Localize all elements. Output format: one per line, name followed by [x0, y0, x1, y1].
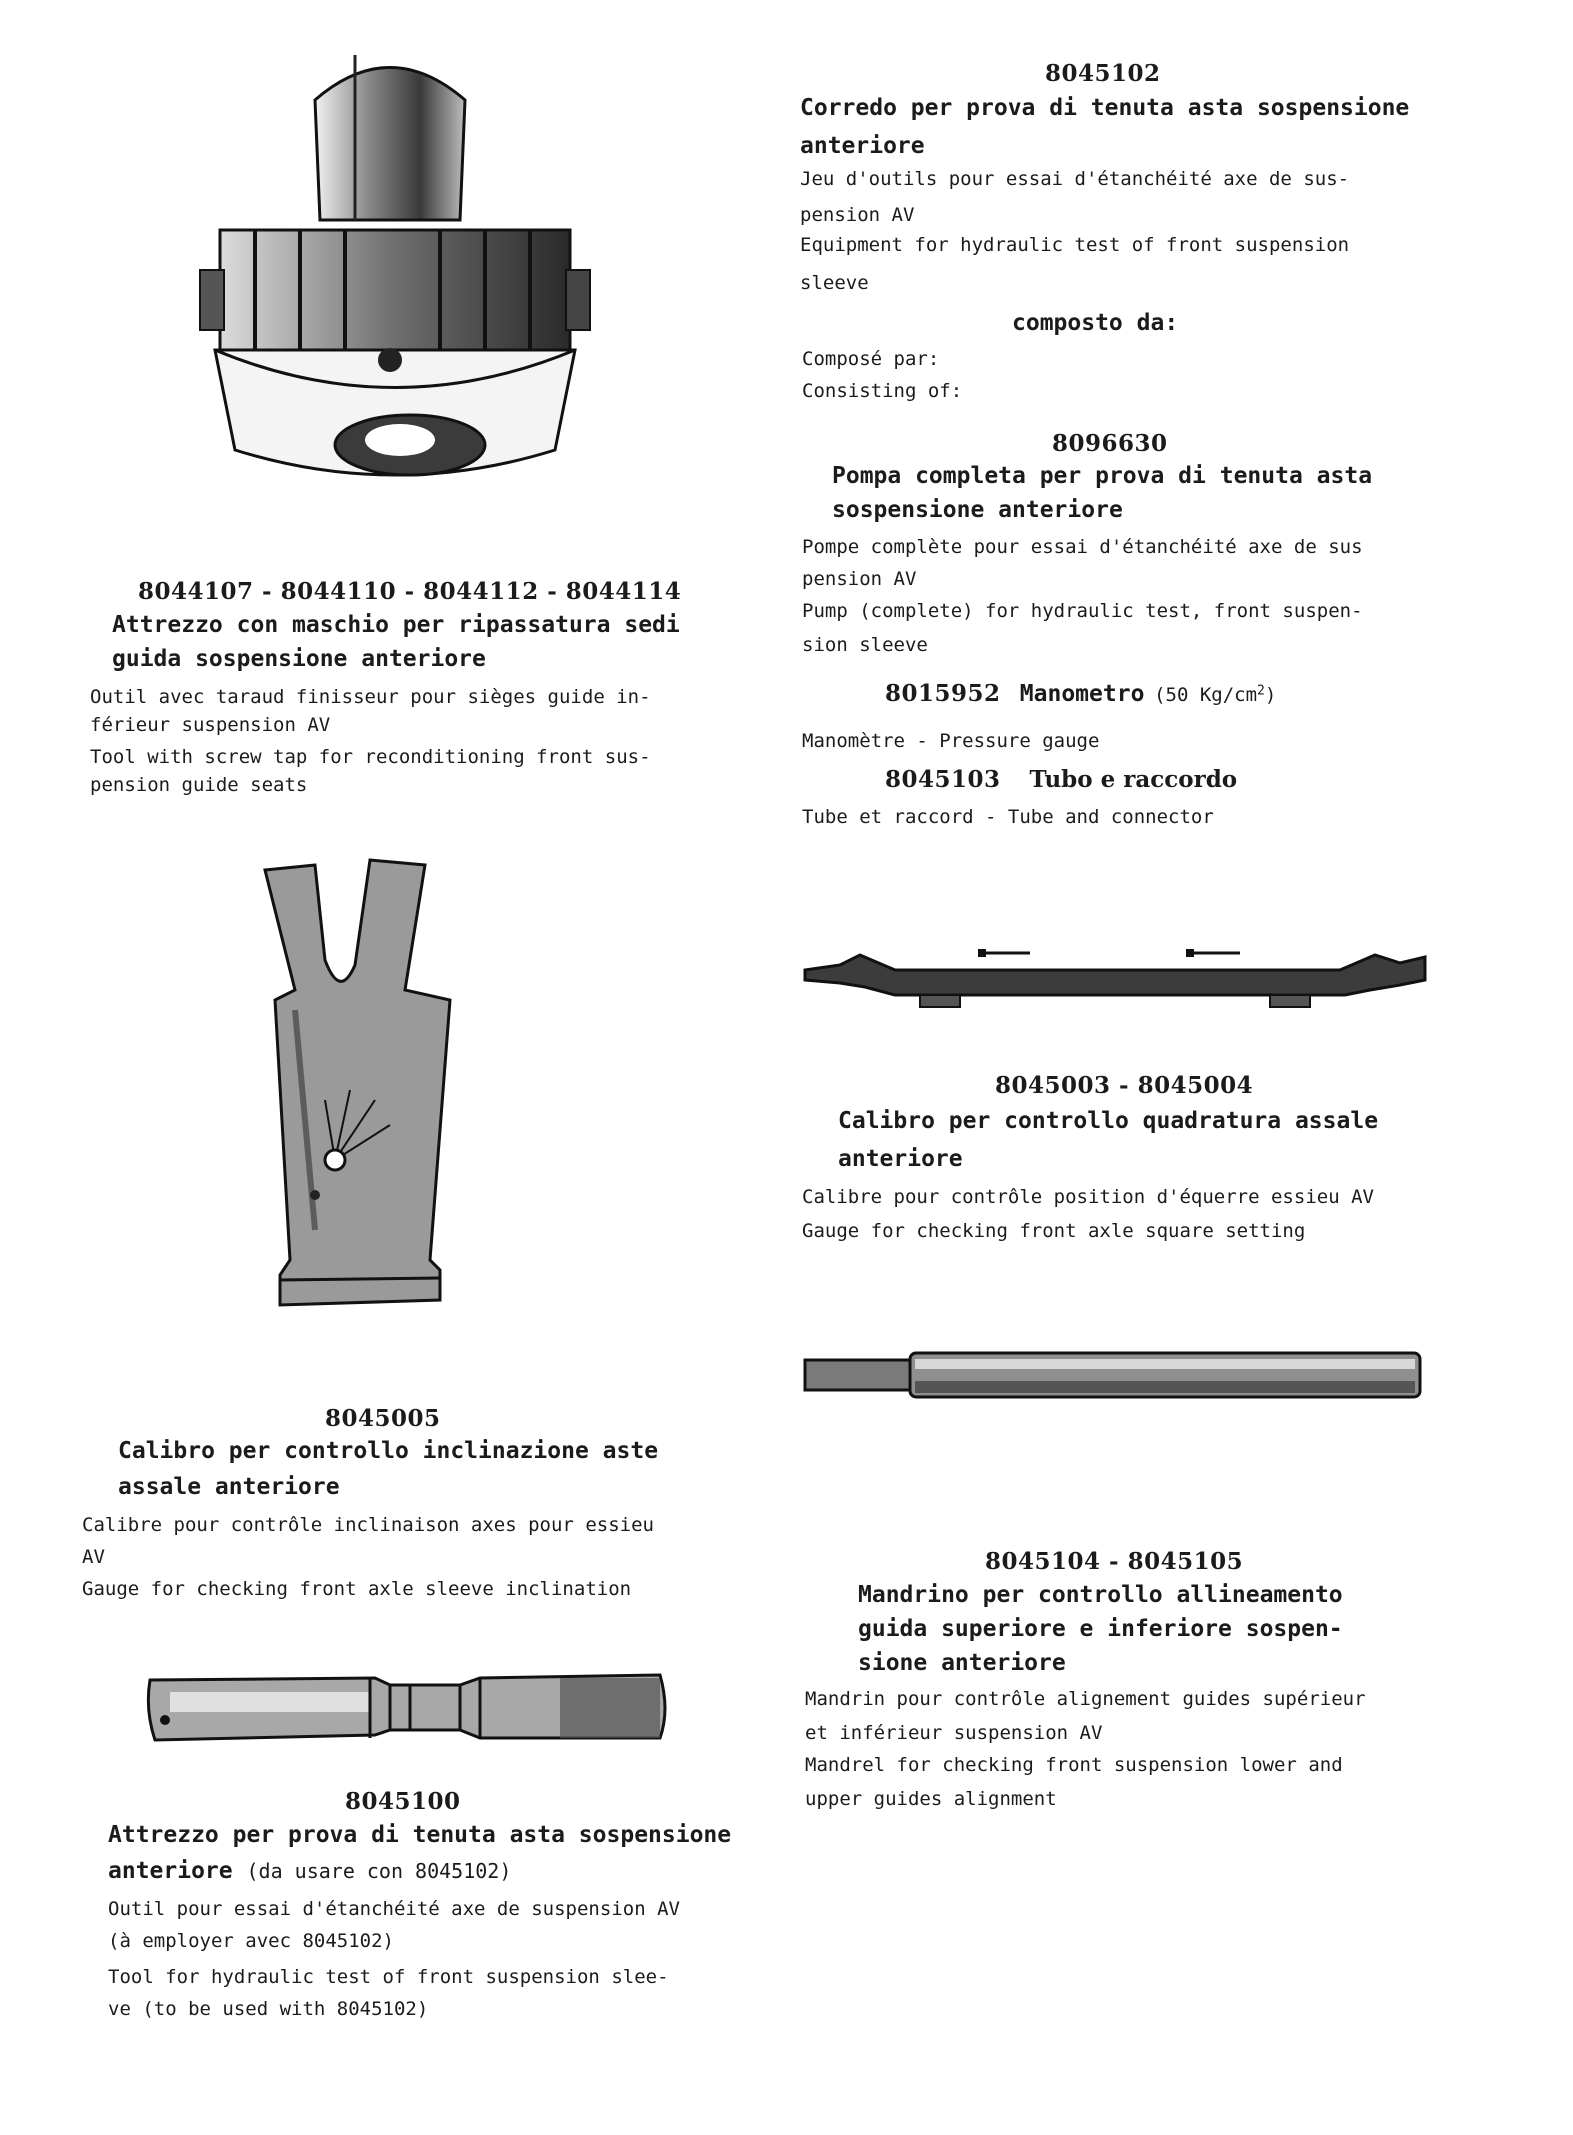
kit-title-it-1: Corredo per prova di tenuta asta sospensione	[800, 95, 1410, 121]
gauge-line	[885, 680, 1276, 707]
mandrel-title-it-1: Mandrino per controllo allineamento	[858, 1582, 1343, 1608]
gauge-spec-end: )	[1264, 684, 1277, 706]
tap-tool-desc-fr-2: férieur suspension AV	[90, 714, 331, 736]
gauge-code: 8015952	[885, 680, 1001, 707]
gauge-desc: Manomètre - Pressure gauge	[802, 730, 1100, 752]
pump-desc-fr-1: Pompe complète pour essai d'étanchéité axe de sus	[802, 536, 1363, 558]
tap-tool-desc-en-1: Tool with screw tap for reconditioning front sus-	[90, 746, 651, 768]
test-tool-desc-fr-2: (à employer avec 8045102)	[108, 1930, 394, 1952]
tap-tool-illustration	[195, 30, 615, 500]
square-gauge-illustration	[800, 935, 1430, 1015]
test-tool-title-it-2a: anteriore	[108, 1858, 233, 1884]
kit-code: 8045102	[1045, 60, 1161, 87]
test-tool-desc-en-1: Tool for hydraulic test of front suspension slee-	[108, 1966, 669, 1988]
kit-desc-en-2: sleeve	[800, 272, 869, 294]
tap-tool-desc-en-2: pension guide seats	[90, 774, 308, 796]
kit-composed-fr: Composé par:	[802, 348, 940, 370]
gauge-spec: (50 Kg/cm	[1154, 684, 1258, 706]
kit-composed-it: composto da:	[1012, 310, 1179, 336]
test-tool-usage-note: (da usare con 8045102)	[246, 1859, 512, 1883]
incl-gauge-desc-fr-1: Calibre pour contrôle inclinaison axes pour essieu	[82, 1514, 654, 1536]
tap-tool-desc-fr-1: Outil avec taraud finisseur pour sièges guide in-	[90, 686, 651, 708]
test-tool-illustration	[140, 1660, 680, 1755]
incl-gauge-code: 8045005	[325, 1405, 441, 1432]
pump-desc-fr-2: pension AV	[802, 568, 917, 590]
test-tool-title-it-1: Attrezzo per prova di tenuta asta sospensione	[108, 1822, 732, 1848]
kit-desc-fr-2: pension AV	[800, 204, 915, 226]
square-gauge-title-it-2: anteriore	[838, 1146, 963, 1172]
pump-desc-en-1: Pump (complete) for hydraulic test, front suspen-	[802, 600, 1363, 622]
kit-title-it-2: anteriore	[800, 133, 925, 159]
pump-title-it-2: sospensione anteriore	[832, 497, 1123, 523]
kit-desc-en-1: Equipment for hydraulic test of front suspension	[800, 234, 1350, 256]
mandrel-desc-en-2: upper guides alignment	[805, 1788, 1057, 1810]
gauge-title-it: Manometro	[1019, 681, 1145, 707]
pump-title-it-1: Pompa completa per prova di tenuta asta	[832, 463, 1373, 489]
inclination-gauge-illustration	[255, 850, 475, 1330]
mandrel-codes: 8045104 - 8045105	[985, 1548, 1244, 1575]
tube-title-it: Tubo e raccordo	[1029, 766, 1238, 793]
tap-tool-codes: 8044107 - 8044110 - 8044112 - 8044114	[138, 578, 682, 605]
mandrel-desc-fr-1: Mandrin pour contrôle alignement guides supérieur	[805, 1688, 1366, 1710]
pump-desc-en-2: sion sleeve	[802, 634, 928, 656]
incl-gauge-title-it-1: Calibro per controllo inclinazione aste	[118, 1438, 659, 1464]
tube-line	[885, 766, 1237, 793]
test-tool-title-it-2	[108, 1858, 511, 1884]
kit-composed-en: Consisting of:	[802, 380, 963, 402]
test-tool-code: 8045100	[345, 1788, 461, 1815]
test-tool-desc-en-2: ve (to be used with 8045102)	[108, 1998, 429, 2020]
mandrel-illustration	[800, 1345, 1430, 1405]
square-gauge-desc-fr-1: Calibre pour contrôle position d'équerre essieu AV	[802, 1186, 1374, 1208]
tap-tool-title-it-1: Attrezzo con maschio per ripassatura sedi	[112, 612, 680, 638]
tube-code: 8045103	[885, 766, 1001, 793]
pump-code: 8096630	[1052, 430, 1168, 457]
mandrel-desc-en-1: Mandrel for checking front suspension lower and	[805, 1754, 1343, 1776]
square-gauge-title-it-1: Calibro per controllo quadratura assale	[838, 1108, 1379, 1134]
tube-desc: Tube et raccord - Tube and connector	[802, 806, 1214, 828]
incl-gauge-title-it-2: assale anteriore	[118, 1474, 340, 1500]
square-gauge-codes: 8045003 - 8045004	[995, 1072, 1254, 1099]
test-tool-desc-fr-1: Outil pour essai d'étanchéité axe de suspension AV	[108, 1898, 680, 1920]
mandrel-desc-fr-2: et inférieur suspension AV	[805, 1722, 1103, 1744]
incl-gauge-desc-fr-2: AV	[82, 1546, 105, 1568]
gauge-spec-sup: 2	[1257, 683, 1265, 699]
mandrel-title-it-2: guida superiore e inferiore sospen-	[858, 1616, 1343, 1642]
tap-tool-title-it-2: guida sospensione anteriore	[112, 646, 486, 672]
kit-desc-fr-1: Jeu d'outils pour essai d'étanchéité axe de sus-	[800, 168, 1350, 190]
incl-gauge-desc-en-1: Gauge for checking front axle sleeve inclination	[82, 1578, 632, 1600]
mandrel-title-it-3: sione anteriore	[858, 1650, 1066, 1676]
square-gauge-desc-en-1: Gauge for checking front axle square setting	[802, 1220, 1306, 1242]
